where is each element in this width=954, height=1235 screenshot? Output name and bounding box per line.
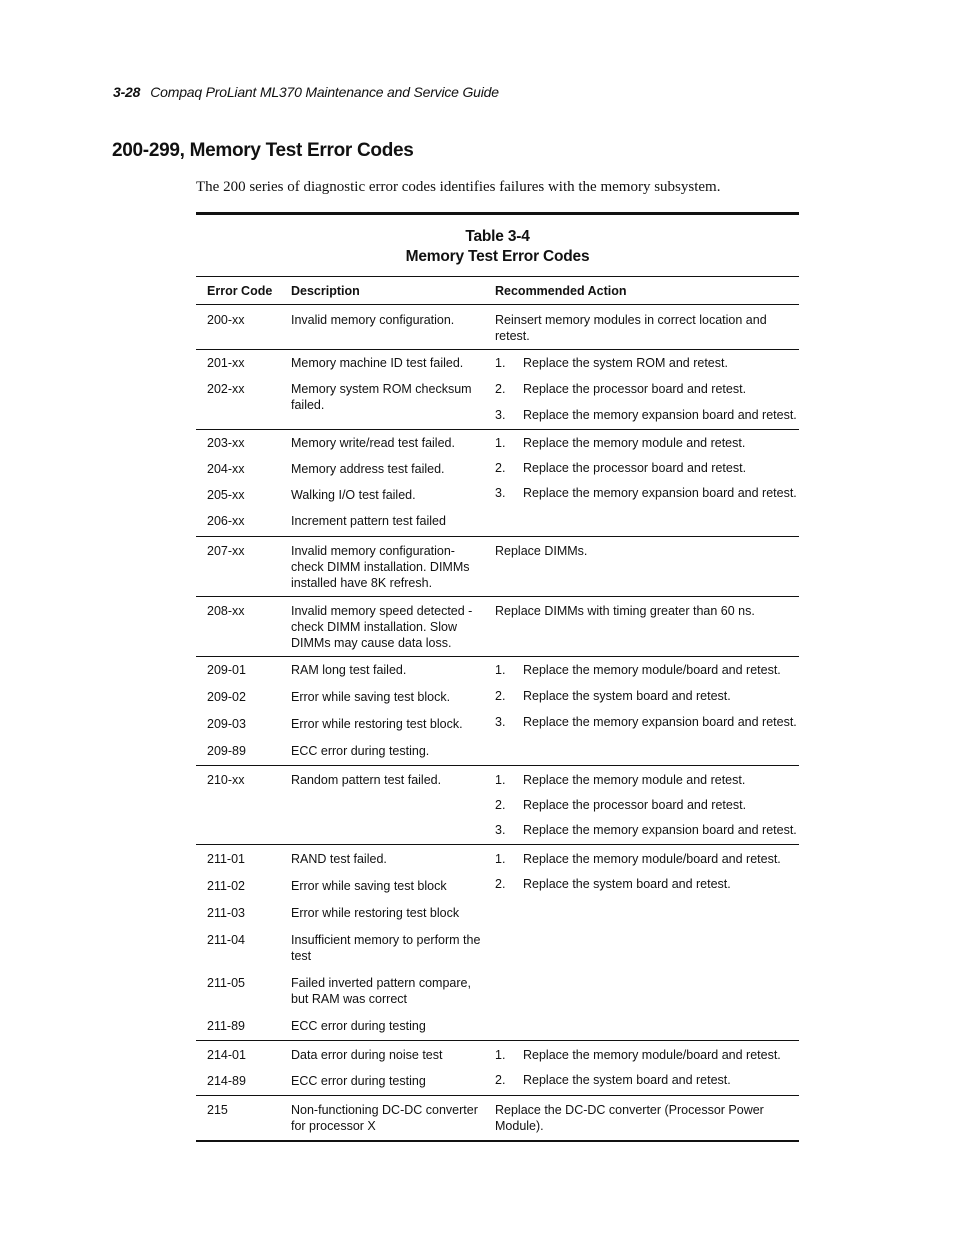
error-entry bbox=[196, 743, 495, 759]
description-cell: Insufficient memory to perform the test bbox=[291, 933, 481, 963]
step-number: 2. bbox=[495, 1073, 506, 1087]
row-codes bbox=[196, 1102, 495, 1134]
error-entry bbox=[196, 1018, 495, 1034]
step-number: 2. bbox=[495, 877, 506, 891]
table-row bbox=[196, 430, 799, 537]
action-step bbox=[495, 1047, 799, 1063]
error-entry bbox=[196, 312, 495, 328]
error-entry bbox=[196, 513, 495, 529]
description-cell: Error while saving test block. bbox=[291, 690, 451, 704]
table-row bbox=[196, 350, 799, 430]
error-code-cell: 211-03 bbox=[207, 906, 245, 920]
action-step bbox=[495, 435, 799, 451]
step-text: Replace the system board and retest. bbox=[523, 689, 731, 703]
page-number: 3-28 bbox=[113, 84, 141, 100]
table-title: Memory Test Error Codes bbox=[405, 248, 590, 265]
error-code-cell: 211-89 bbox=[207, 1019, 245, 1033]
error-code-cell: 214-01 bbox=[207, 1048, 246, 1062]
error-code-table bbox=[196, 212, 799, 1142]
row-codes bbox=[196, 1047, 495, 1089]
error-code-cell: 215 bbox=[207, 1103, 228, 1117]
table-row bbox=[196, 597, 799, 657]
action-text: Replace the DC-DC converter (Processor Power Module). bbox=[495, 1103, 764, 1133]
description-cell: Increment pattern test failed bbox=[291, 514, 446, 528]
row-codes bbox=[196, 603, 495, 651]
recommended-action-cell bbox=[495, 1047, 799, 1089]
error-entry bbox=[196, 689, 495, 705]
recommended-action-cell bbox=[495, 355, 799, 423]
step-number: 3. bbox=[495, 408, 506, 422]
description-cell: Non-functioning DC-DC converter for processor X bbox=[291, 1103, 478, 1133]
description-cell: Memory system ROM checksum failed. bbox=[291, 382, 472, 412]
error-entry bbox=[196, 716, 495, 732]
step-number: 1. bbox=[495, 1048, 506, 1062]
action-step bbox=[495, 1072, 799, 1088]
step-text: Replace the memory expansion board and retest. bbox=[523, 486, 797, 500]
recommended-action-cell bbox=[495, 662, 799, 759]
error-entry bbox=[196, 1073, 495, 1089]
error-code-cell: 211-01 bbox=[207, 852, 245, 866]
error-code-cell: 207-xx bbox=[207, 544, 245, 558]
step-number: 2. bbox=[495, 382, 506, 396]
step-number: 3. bbox=[495, 823, 506, 837]
table-row bbox=[196, 305, 799, 350]
description-cell: Invalid memory speed detected - check DIMM installation. Slow DIMMs may cause data loss. bbox=[291, 604, 473, 650]
step-number: 2. bbox=[495, 689, 506, 703]
error-entry bbox=[196, 1102, 495, 1134]
action-text: Replace DIMMs. bbox=[495, 544, 588, 558]
description-cell: Error while restoring test block bbox=[291, 906, 460, 920]
step-number: 1. bbox=[495, 852, 506, 866]
row-codes bbox=[196, 543, 495, 591]
error-code-cell: 202-xx bbox=[207, 382, 245, 396]
error-code-cell: 205-xx bbox=[207, 488, 245, 502]
column-header-description: Description bbox=[291, 283, 360, 298]
step-text: Replace the memory expansion board and retest. bbox=[523, 823, 797, 837]
table-body bbox=[196, 305, 799, 1142]
error-code-cell: 211-05 bbox=[207, 976, 245, 990]
description-cell: Error while restoring test block. bbox=[291, 717, 463, 731]
recommended-action-cell bbox=[495, 603, 799, 651]
error-code-cell: 209-02 bbox=[207, 690, 246, 704]
step-number: 2. bbox=[495, 798, 506, 812]
description-cell: RAM long test failed. bbox=[291, 663, 407, 677]
error-entry bbox=[196, 1047, 495, 1063]
description-cell: Memory machine ID test failed. bbox=[291, 356, 464, 370]
recommended-action-cell bbox=[495, 543, 799, 591]
step-number: 1. bbox=[495, 773, 506, 787]
error-entry bbox=[196, 975, 495, 1007]
error-code-cell: 209-01 bbox=[207, 663, 246, 677]
error-code-cell: 211-02 bbox=[207, 879, 245, 893]
recommended-action-cell bbox=[495, 1102, 799, 1134]
intro-paragraph: The 200 series of diagnostic error codes identifies failures with the memory subsystem. bbox=[196, 179, 721, 195]
row-codes bbox=[196, 435, 495, 529]
column-header-recommended-action: Recommended Action bbox=[495, 283, 627, 298]
error-entry bbox=[196, 662, 495, 678]
step-text: Replace the memory module and retest. bbox=[523, 773, 746, 787]
step-number: 3. bbox=[495, 715, 506, 729]
action-step bbox=[495, 407, 799, 423]
error-code-cell: 208-xx bbox=[207, 604, 245, 618]
step-text: Replace the processor board and retest. bbox=[523, 798, 747, 812]
action-step bbox=[495, 485, 799, 501]
table-row bbox=[196, 537, 799, 597]
description-cell: Memory address test failed. bbox=[291, 462, 445, 476]
step-text: Replace the memory module/board and retest. bbox=[523, 852, 781, 866]
error-code-cell: 200-xx bbox=[207, 313, 245, 327]
description-cell: Walking I/O test failed. bbox=[291, 488, 416, 502]
description-cell: Error while saving test block bbox=[291, 879, 447, 893]
description-cell: ECC error during testing bbox=[291, 1074, 426, 1088]
action-step bbox=[495, 355, 799, 371]
error-code-cell: 214-89 bbox=[207, 1074, 246, 1088]
error-entry bbox=[196, 905, 495, 921]
error-code-cell: 203-xx bbox=[207, 436, 245, 450]
step-number: 2. bbox=[495, 461, 506, 475]
row-codes bbox=[196, 772, 495, 838]
table-header-row bbox=[196, 276, 799, 305]
error-entry bbox=[196, 461, 495, 477]
error-entry bbox=[196, 435, 495, 451]
column-header-error-code: Error Code bbox=[207, 283, 273, 298]
action-text: Reinsert memory modules in correct location and retest. bbox=[495, 313, 767, 343]
error-entry bbox=[196, 355, 495, 371]
action-step bbox=[495, 714, 799, 730]
step-text: Replace the processor board and retest. bbox=[523, 382, 747, 396]
row-codes bbox=[196, 312, 495, 344]
recommended-action-cell bbox=[495, 772, 799, 838]
action-step bbox=[495, 797, 799, 813]
error-code-cell: 204-xx bbox=[207, 462, 245, 476]
table-row bbox=[196, 1096, 799, 1142]
step-text: Replace the system ROM and retest. bbox=[523, 356, 728, 370]
error-entry bbox=[196, 603, 495, 651]
table-number: Table 3-4 bbox=[465, 228, 530, 245]
table-caption bbox=[196, 215, 799, 276]
recommended-action-cell bbox=[495, 435, 799, 529]
step-text: Replace the memory module/board and retest. bbox=[523, 663, 781, 677]
error-entry bbox=[196, 381, 495, 413]
description-cell: Invalid memory configuration. bbox=[291, 313, 455, 327]
action-text: Replace DIMMs with timing greater than 60 ns. bbox=[495, 604, 755, 618]
action-step bbox=[495, 876, 799, 892]
book-title: Compaq ProLiant ML370 Maintenance and Service Guide bbox=[150, 84, 499, 100]
step-number: 1. bbox=[495, 436, 506, 450]
recommended-action-cell bbox=[495, 851, 799, 1034]
step-number: 3. bbox=[495, 486, 506, 500]
step-text: Replace the memory module/board and retest. bbox=[523, 1048, 781, 1062]
table-row bbox=[196, 1041, 799, 1096]
description-cell: Memory write/read test failed. bbox=[291, 436, 455, 450]
error-code-cell: 206-xx bbox=[207, 514, 245, 528]
error-code-cell: 211-04 bbox=[207, 933, 245, 947]
error-entry bbox=[196, 932, 495, 964]
running-header bbox=[113, 84, 499, 100]
section-title: 200-299, Memory Test Error Codes bbox=[112, 140, 414, 161]
error-entry bbox=[196, 772, 495, 788]
description-cell: Data error during noise test bbox=[291, 1048, 443, 1062]
description-cell: RAND test failed. bbox=[291, 852, 387, 866]
step-text: Replace the processor board and retest. bbox=[523, 461, 747, 475]
action-step bbox=[495, 460, 799, 476]
description-cell: Random pattern test failed. bbox=[291, 773, 442, 787]
action-step bbox=[495, 662, 799, 678]
error-entry bbox=[196, 487, 495, 503]
step-number: 1. bbox=[495, 663, 506, 677]
table-row bbox=[196, 766, 799, 845]
row-codes bbox=[196, 851, 495, 1034]
step-text: Replace the memory expansion board and retest. bbox=[523, 408, 797, 422]
step-text: Replace the system board and retest. bbox=[523, 1073, 731, 1087]
action-step bbox=[495, 851, 799, 867]
step-text: Replace the system board and retest. bbox=[523, 877, 731, 891]
action-step bbox=[495, 772, 799, 788]
error-code-cell: 201-xx bbox=[207, 356, 245, 370]
error-code-cell: 209-03 bbox=[207, 717, 246, 731]
action-step bbox=[495, 688, 799, 704]
row-codes bbox=[196, 662, 495, 759]
table-row bbox=[196, 657, 799, 766]
row-codes bbox=[196, 355, 495, 423]
error-code-cell: 209-89 bbox=[207, 744, 246, 758]
action-step bbox=[495, 381, 799, 397]
description-cell: ECC error during testing bbox=[291, 1019, 426, 1033]
step-number: 1. bbox=[495, 356, 506, 370]
error-entry bbox=[196, 878, 495, 894]
step-text: Replace the memory expansion board and retest. bbox=[523, 715, 797, 729]
step-text: Replace the memory module and retest. bbox=[523, 436, 746, 450]
error-code-cell: 210-xx bbox=[207, 773, 245, 787]
description-cell: Invalid memory configuration-check DIMM installation. DIMMs installed have 8K refresh. bbox=[291, 544, 470, 590]
recommended-action-cell bbox=[495, 312, 799, 344]
description-cell: ECC error during testing. bbox=[291, 744, 430, 758]
table-row bbox=[196, 845, 799, 1041]
error-entry bbox=[196, 851, 495, 867]
error-entry bbox=[196, 543, 495, 591]
description-cell: Failed inverted pattern compare, but RAM was correct bbox=[291, 976, 471, 1006]
action-step bbox=[495, 822, 799, 838]
